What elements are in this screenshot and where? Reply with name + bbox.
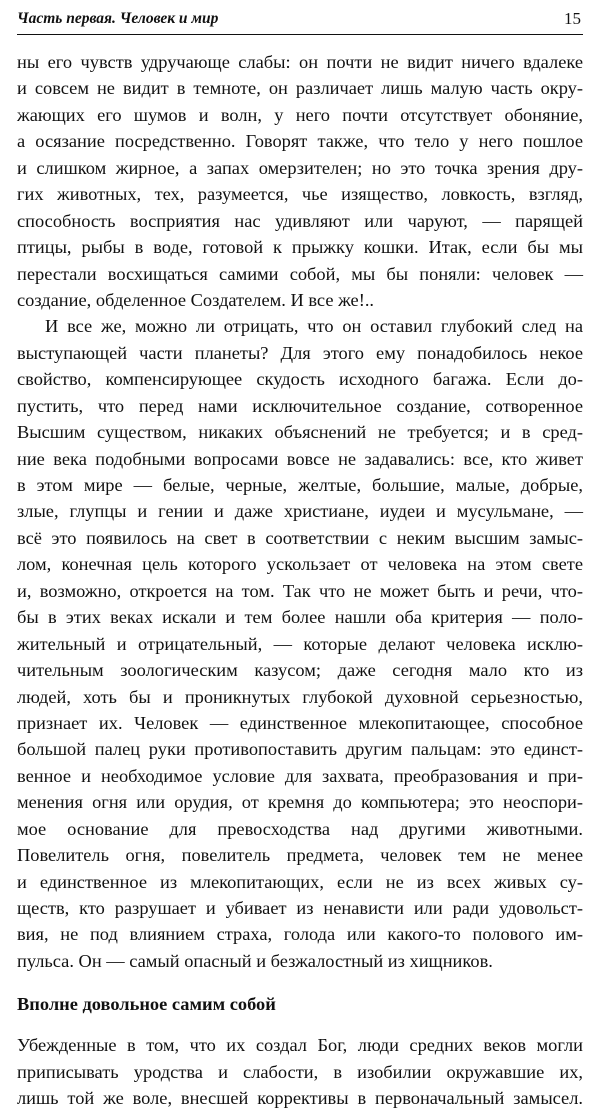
text-line: бы в этих веках искали и тем более нашли оба критерия — поло- [17, 607, 583, 628]
text-line: и слишком жирное, а запах омерзителен; но это точка зрения дру- [17, 157, 583, 178]
text-line: чительным зоологическим казусом; даже сегодня мало кто из [17, 660, 583, 681]
page-body [17, 49, 583, 1112]
text-line: способность восприятия нас удивляют или чаруют, — парящей [17, 210, 583, 231]
text-line: пустить, что перед нами исключительное создание, сотворенное [17, 395, 583, 416]
text-line: а осязание посредственно. Говорят также, что тело у него пошлое [17, 131, 583, 152]
text-line: всё это появилось на свет в соответствии с неким высшим замыс- [17, 527, 583, 548]
text-line: вия, не под влиянием страха, голода или какого-то полового им- [17, 924, 583, 945]
paragraph-1 [17, 49, 583, 313]
text-line: признает их. Человек — единственное млекопитающее, способное [17, 712, 583, 733]
text-line: выступающей части планеты? Для этого ему понадобилось некое [17, 342, 583, 363]
page-header [17, 6, 583, 35]
text-line: и совсем не видит в темноте, он различает лишь малую часть окру- [17, 78, 583, 99]
section-heading: Вполне довольное самим собой [17, 994, 276, 1015]
text-line: лишь той же воле, внесшей коррективы в первоначальный замысел. [17, 1088, 583, 1109]
text-line: злые, глупцы и гении и даже христиане, иудеи и мусульмане, — [17, 501, 583, 522]
text-line: и единственное из млекопитающих, если не из всех живых су- [17, 871, 583, 892]
paragraph-2 [17, 313, 583, 974]
paragraph-3 [17, 1032, 583, 1111]
text-line: лом, конечная цель которого ускользает от человека на этом свете [17, 554, 583, 575]
text-line: гих животных, тех, разумеется, чье изящество, ловкость, взгляд, [17, 184, 583, 205]
text-line: и, возможно, откроется на том. Так что не может быть и речи, что- [17, 580, 583, 601]
text-line: Повелитель огня, повелитель предмета, человек тем не менее [17, 845, 583, 866]
text-line: приписывать уродства и слабости, в изобилии окружавшие их, [17, 1061, 583, 1082]
text-line: Высшим существом, никаких объяснений не требуется; и в сред- [17, 422, 583, 443]
text-line: создание, обделенное Создателем. И все же!.. [17, 289, 375, 310]
text-line: свойство, компенсирующее скудость исходного багажа. Если до- [17, 369, 583, 390]
text-line: людей, хоть бы и проникнутых глубокой духовной серьезностью, [17, 686, 583, 707]
text-line: в этом мире — белые, черные, желтые, большие, малые, добрые, [17, 475, 583, 495]
text-line: жающих его шумов и волн, у него почти отсутствует обоняние, [17, 104, 583, 125]
text-line: ществ, кто разрушает и убивает из ненависти или ради удовольст- [17, 898, 583, 918]
text-line: мое основание для превосходства над другими животными. [17, 818, 583, 839]
text-line: Убежденные в том, что их создал Бог, люди средних веков могли [17, 1035, 583, 1056]
text-line: перестали восхищаться самими собой, мы бы поняли: человек — [17, 263, 583, 284]
text-line: ние века подобными вопросами вовсе не задавались: все, кто живет [17, 448, 583, 469]
running-title: Часть первая. Человек и мир [17, 10, 219, 27]
text-line: И все же, можно ли отрицать, что он оставил глубокий след на [45, 316, 583, 337]
text-line: венное и необходимое условие для захвата, преобразования и при- [17, 765, 583, 786]
text-line: жительный и отрицательный, — которые делают человека исклю- [17, 633, 583, 654]
page-number: 15 [564, 9, 581, 28]
text-line: птицы, рыбы в воде, готовой к прыжку кошки. Итак, если бы мы [17, 237, 583, 258]
text-line: пульса. Он — самый опасный и безжалостный из хищников. [17, 950, 493, 971]
text-line: большой палец руки противопоставить другим пальцам: это единст- [17, 739, 583, 760]
text-line: ны его чувств удручающе слабы: он почти не видит ничего вдалеке [17, 52, 583, 72]
text-line: менения огня или орудия, от кремня до компьютера; это неоспори- [17, 792, 583, 813]
